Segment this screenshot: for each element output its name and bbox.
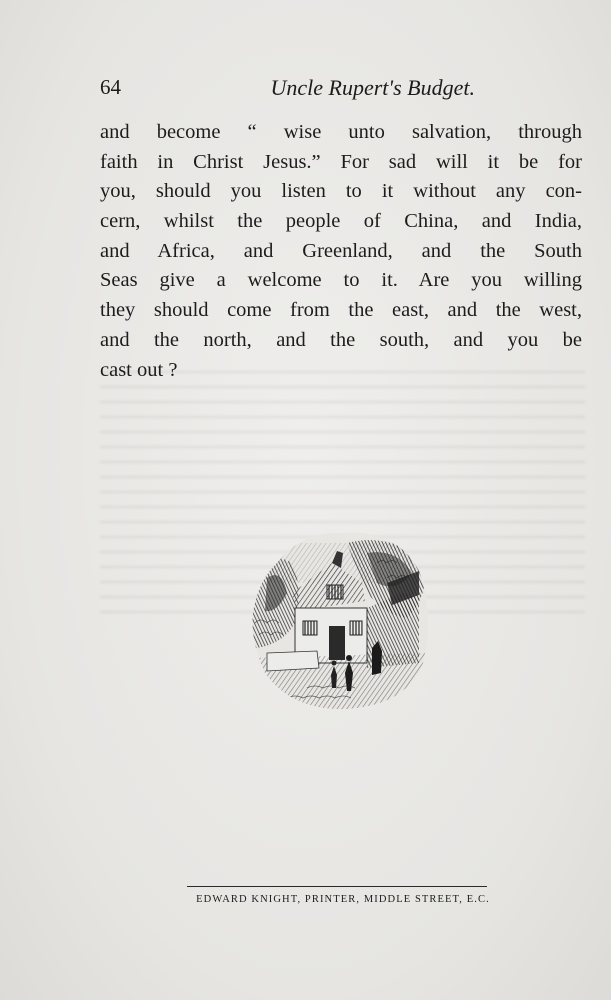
text-line: and become “ wise unto salvation, through — [100, 121, 582, 143]
body-paragraph — [100, 118, 582, 385]
text-line: and the north, and the south, and you be — [100, 328, 582, 351]
page-number: 64 — [100, 75, 121, 99]
page-header — [100, 75, 475, 105]
running-title: Uncle Rupert's Budget. — [270, 75, 475, 100]
cottage-illustration — [247, 523, 432, 713]
text-line: faith in Christ Jesus.” For sad will it be for — [100, 150, 582, 173]
text-line: cern, whilst the people of China, and India, — [100, 210, 582, 233]
text-line: you, should you listen to it without any con- — [100, 180, 582, 203]
text-line: they should come from the east, and the west, — [100, 299, 582, 322]
text-line: and Africa, and Greenland, and the South — [100, 239, 582, 262]
text-line: cast out ? — [100, 358, 178, 381]
footer-rule — [187, 886, 487, 887]
printer-imprint: EDWARD KNIGHT, PRINTER, MIDDLE STREET, E.C. — [196, 894, 490, 905]
text-line: Seas give a welcome to it. Are you willing — [100, 269, 582, 292]
